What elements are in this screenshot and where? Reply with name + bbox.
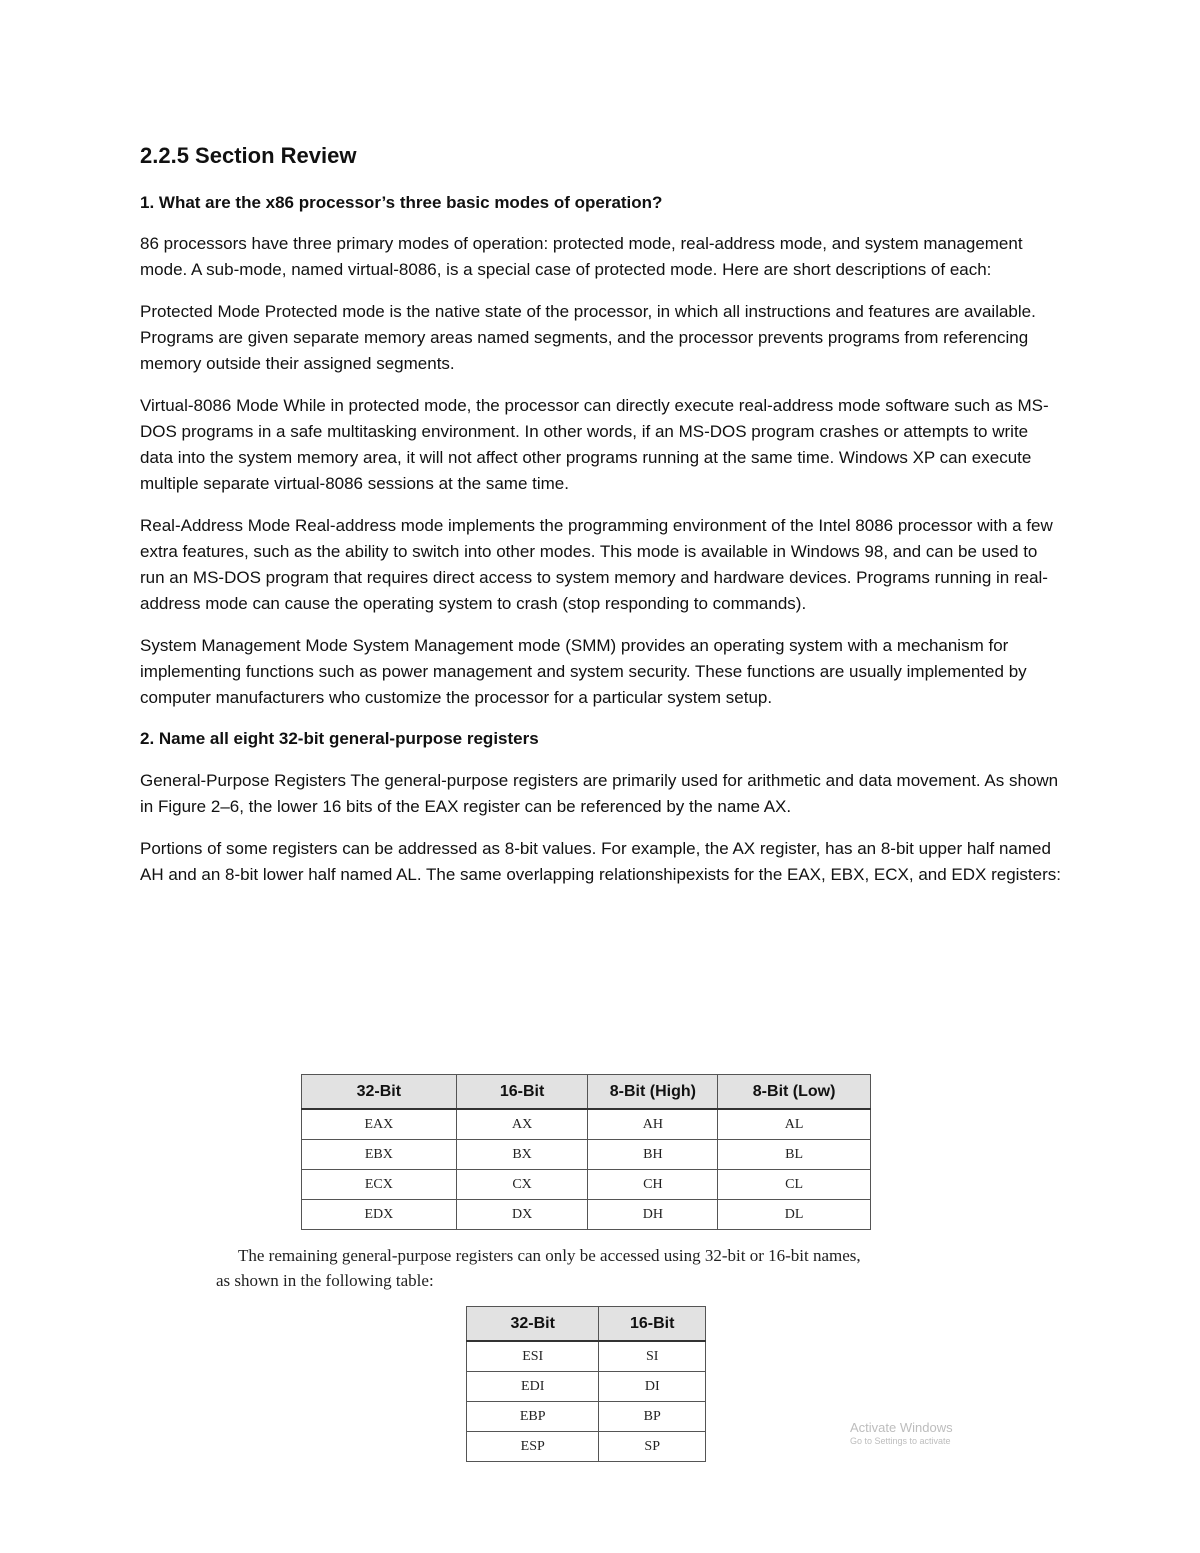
table-cell: BX <box>456 1140 588 1170</box>
table-header-cell: 32-Bit <box>467 1307 599 1342</box>
paragraph-intro: 86 processors have three primary modes of operation: protected mode, real-address mode, and system management mode. A sub-mode, named virtual-8086, is a special case of protected mode. Here are short descriptions of each: <box>140 234 1023 280</box>
table-row <box>467 1432 706 1462</box>
question-2: 2. Name all eight 32-bit general-purpose registers <box>140 729 539 749</box>
paragraph-virtual-8086-mode: Virtual-8086 Mode While in protected mode, the processor can directly execute real-address mode software such as MS-DOS programs in a safe multitasking environment. In other words, if an MS-DOS program crashes or attempts to write data into the system memory area, it will not affect other programs running at the same time. Windows XP can execute multiple separate virtual-8086 sessions at the same time. <box>140 396 1049 494</box>
table-header-cell: 8-Bit (Low) <box>718 1075 871 1110</box>
table-cell: SI <box>599 1341 706 1372</box>
register-table-8bit-wrapper <box>301 1074 871 1230</box>
register-table-16bit <box>466 1306 706 1462</box>
table-cell: EBP <box>467 1402 599 1432</box>
question-1: 1. What are the x86 processor’s three basic modes of operation? <box>140 192 663 212</box>
table-cell: DX <box>456 1200 588 1230</box>
table-cell: DI <box>599 1372 706 1402</box>
table-row <box>302 1140 871 1170</box>
table-cell: CH <box>588 1170 718 1200</box>
watermark-subtitle: Go to Settings to activate <box>850 1436 951 1446</box>
paragraph-real-address-mode: Real-Address Mode Real-address mode implements the programming environment of the Intel 8086 processor with a few extra features, such as the ability to switch into other modes. This mode is available in Windows 98, and can be used to run an MS-DOS program that requires direct access to system memory and hardware devices. Programs running in real-address mode can cause the operating system to crash (stop responding to commands). <box>140 516 1053 614</box>
remaining-note-line-1: The remaining general-purpose registers can only be accessed using 32-bit or 16-bit names, <box>238 1246 861 1265</box>
table-header-cell: 16-Bit <box>599 1307 706 1342</box>
table-header-cell: 16-Bit <box>456 1075 588 1110</box>
paragraph-system-management-mode: System Management Mode System Management mode (SMM) provides an operating system with a mechanism for implementing functions such as power management and system security. These functions are usually implemented by computer manufacturers who customize the processor for a particular system setup. <box>140 636 1027 708</box>
table-cell: AX <box>456 1109 588 1140</box>
activate-windows-watermark <box>850 1420 953 1446</box>
table-cell: BP <box>599 1402 706 1432</box>
table-row <box>302 1170 871 1200</box>
table-cell: CX <box>456 1170 588 1200</box>
table-row <box>302 1200 871 1230</box>
table-cell: ECX <box>302 1170 457 1200</box>
table-header-cell: 32-Bit <box>302 1075 457 1110</box>
table-cell: EDX <box>302 1200 457 1230</box>
table-header-row <box>302 1075 871 1110</box>
table-cell: EDI <box>467 1372 599 1402</box>
table-cell: AH <box>588 1109 718 1140</box>
table-row <box>302 1109 871 1140</box>
table-cell: EAX <box>302 1109 457 1140</box>
table-header-row <box>467 1307 706 1342</box>
table-cell: AL <box>718 1109 871 1140</box>
table-header-cell: 8-Bit (High) <box>588 1075 718 1110</box>
watermark-title: Activate Windows <box>850 1420 953 1435</box>
document-body <box>140 142 1065 904</box>
remaining-note-line-2: as shown in the following table: <box>216 1271 434 1290</box>
table-cell: DH <box>588 1200 718 1230</box>
table-cell: BH <box>588 1140 718 1170</box>
paragraph-general-purpose-registers: General-Purpose Registers The general-purpose registers are primarily used for arithmetic and data movement. As shown in Figure 2–6, the lower 16 bits of the EAX register can be referenced by the name AX. <box>140 770 1059 816</box>
table-cell: DL <box>718 1200 871 1230</box>
section-title: 2.2.5 Section Review <box>140 143 357 168</box>
register-table-16bit-wrapper <box>466 1306 706 1462</box>
table-row <box>467 1402 706 1432</box>
register-table-8bit <box>301 1074 871 1230</box>
table-cell: ESP <box>467 1432 599 1462</box>
table-cell: ESI <box>467 1341 599 1372</box>
table-cell: SP <box>599 1432 706 1462</box>
table-cell: EBX <box>302 1140 457 1170</box>
paragraph-protected-mode: Protected Mode Protected mode is the native state of the processor, in which all instructions and features are available. Programs are given separate memory areas named segments, and the processor prevents programs from referencing memory outside their assigned segments. <box>140 302 1036 374</box>
table-row <box>467 1341 706 1372</box>
remaining-registers-note <box>216 1243 976 1293</box>
paragraph-8bit-portions: Portions of some registers can be addressed as 8-bit values. For example, the AX register, has an 8-bit upper half named AH and an 8-bit lower half named AL. The same overlapping relationshipexists for the EAX, EBX, ECX, and EDX registers: <box>140 838 1061 884</box>
table-cell: CL <box>718 1170 871 1200</box>
table-row <box>467 1372 706 1402</box>
table-cell: BL <box>718 1140 871 1170</box>
